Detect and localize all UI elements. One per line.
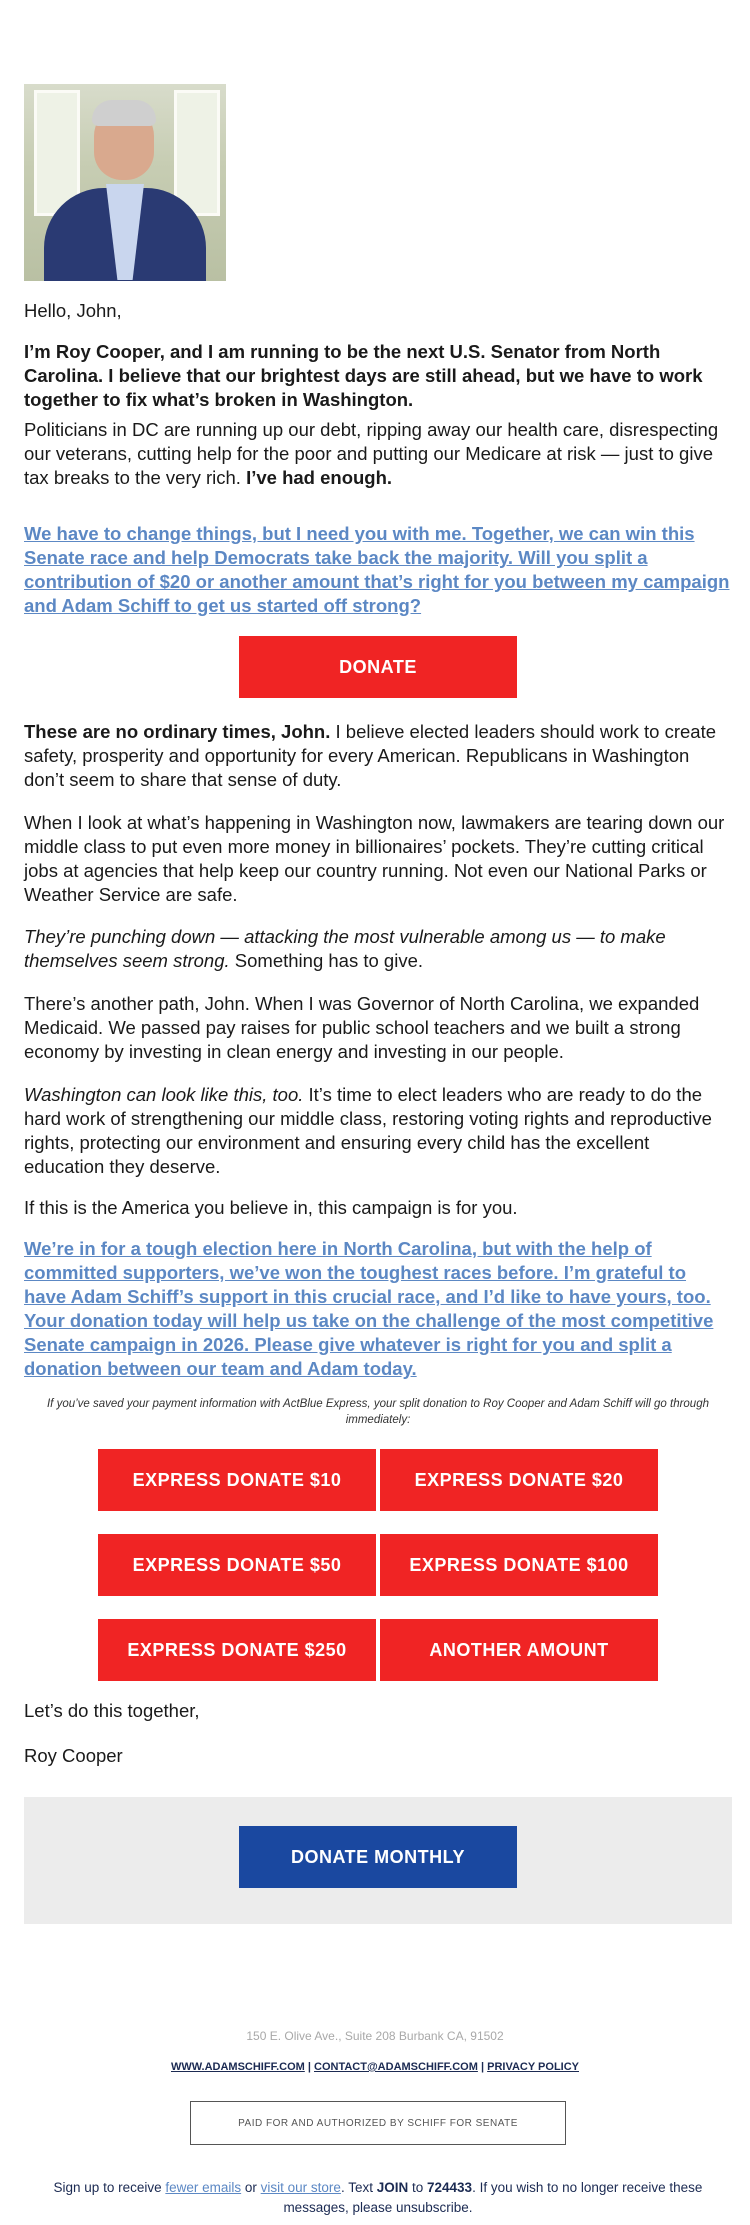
candidate-photo <box>24 84 226 281</box>
donate-link-paragraph <box>24 522 732 618</box>
donate-button[interactable]: DONATE <box>239 636 517 698</box>
fewer-emails-link[interactable]: fewer emails <box>165 2180 242 2195</box>
donate-monthly-button[interactable]: DONATE MONTHLY <box>239 1826 517 1888</box>
intro-paragraph: I’m Roy Cooper, and I am running to be the next U.S. Senator from North Carolina. I believe that our brightest days are still ahead, but we have to work together to fix what’s broken in Washington. <box>24 341 703 410</box>
paragraph-washington: When I look at what’s happening in Washington now, lawmakers are tearing down our middle class to put even more money in billionaires’ pockets. They’re cutting critical jobs at agencies that help keep our country running. Not even our National Parks or Weather Service are safe. <box>24 812 725 905</box>
website-link[interactable]: WWW.ADAMSCHIFF.COM <box>170 2061 305 2073</box>
signature: Roy Cooper <box>24 1745 123 1766</box>
split-contribution-link[interactable]: We have to change things, but I need you with me. Together, we can win this Senate race and help Democrats take back the majority. Will you split a contribution of $20 or another amount that’s right for you between my campaign and Adam Schiff to get us started off strong? <box>24 523 730 616</box>
contact-email-link[interactable]: CONTACT@ADAMSCHIFF.COM <box>314 2061 478 2073</box>
visit-store-link[interactable]: visit our store <box>260 2180 341 2195</box>
express-donate-100-button[interactable]: EXPRESS DONATE $100 <box>380 1534 658 1596</box>
express-donate-10-button[interactable]: EXPRESS DONATE $10 <box>98 1449 376 1511</box>
express-donate-50-button[interactable]: EXPRESS DONATE $50 <box>98 1534 376 1596</box>
another-amount-button[interactable]: ANOTHER AMOUNT <box>380 1619 658 1681</box>
express-donate-250-button[interactable]: EXPRESS DONATE $250 <box>98 1619 376 1681</box>
paragraph-ordinary-times: These are no ordinary times, John. I believe elected leaders should work to create safety, prosperity and opportunity for every American. Republicans in Washington don’t seem to share that sense of duty. <box>24 721 717 790</box>
paragraph-punching-down: They’re punching down — attacking the most vulnerable among us — to make themselves seem strong. Something has to give. <box>24 926 666 971</box>
footer-links: WWW.ADAMSCHIFF.COM | CONTACT@ADAMSCHIFF.COM | PRIVACY POLICY <box>170 2061 579 2073</box>
paragraph-debt: Politicians in DC are running up our debt, ripping away our health care, disrespecting our veterans, cutting help for the poor and putting our Medicare at risk — just to give tax breaks to the very rich. I’ve had enough. <box>24 419 719 488</box>
paragraph-leaders: Washington can look like this, too. It’s time to elect leaders who are ready to do the hard work of strengthening our middle class, restoring voting rights and reproductive rights, protecting our environment and ensuring every child has the excellent education they deserve. <box>24 1084 712 1177</box>
greeting: Hello, John, <box>24 300 122 321</box>
paid-for-disclaimer: PAID FOR AND AUTHORIZED BY SCHIFF FOR SENATE <box>190 2101 566 2145</box>
express-donate-20-button[interactable]: EXPRESS DONATE $20 <box>380 1449 658 1511</box>
closing: Let’s do this together, <box>24 1700 200 1721</box>
tough-election-paragraph <box>24 1237 732 1381</box>
express-note: If you’ve saved your payment information with ActBlue Express, your split donation to Roy Cooper and Adam Schiff will go through immediately: <box>46 1398 709 1426</box>
signup-footer: Sign up to receive fewer emails or visit our store. Text JOIN to 724433. If you wish to no longer receive these messages, please unsubscribe. <box>53 2180 703 2215</box>
paragraph-america: If this is the America you believe in, this campaign is for you. <box>24 1197 518 1218</box>
split-donation-link[interactable]: We’re in for a tough election here in North Carolina, but with the help of committed supporters, we’ve won the toughest races before. I’m grateful to have Adam Schiff’s support in this crucial race, and I’d like to have yours, too. Your donation today will help us take on the challenge of the most competitive Senate campaign in 2026. Please give whatever is right for you and split a donation between our team and Adam today. <box>24 1238 714 1379</box>
privacy-policy-link[interactable]: PRIVACY POLICY <box>487 2061 579 2073</box>
footer-address: 150 E. Olive Ave., Suite 208 Burbank CA, 91502 <box>246 2029 504 2043</box>
paragraph-governor: There’s another path, John. When I was Governor of North Carolina, we expanded Medicaid. We passed pay raises for public school teachers and we built a strong economy by investing in clean energy and investing in our people. <box>24 993 700 1062</box>
